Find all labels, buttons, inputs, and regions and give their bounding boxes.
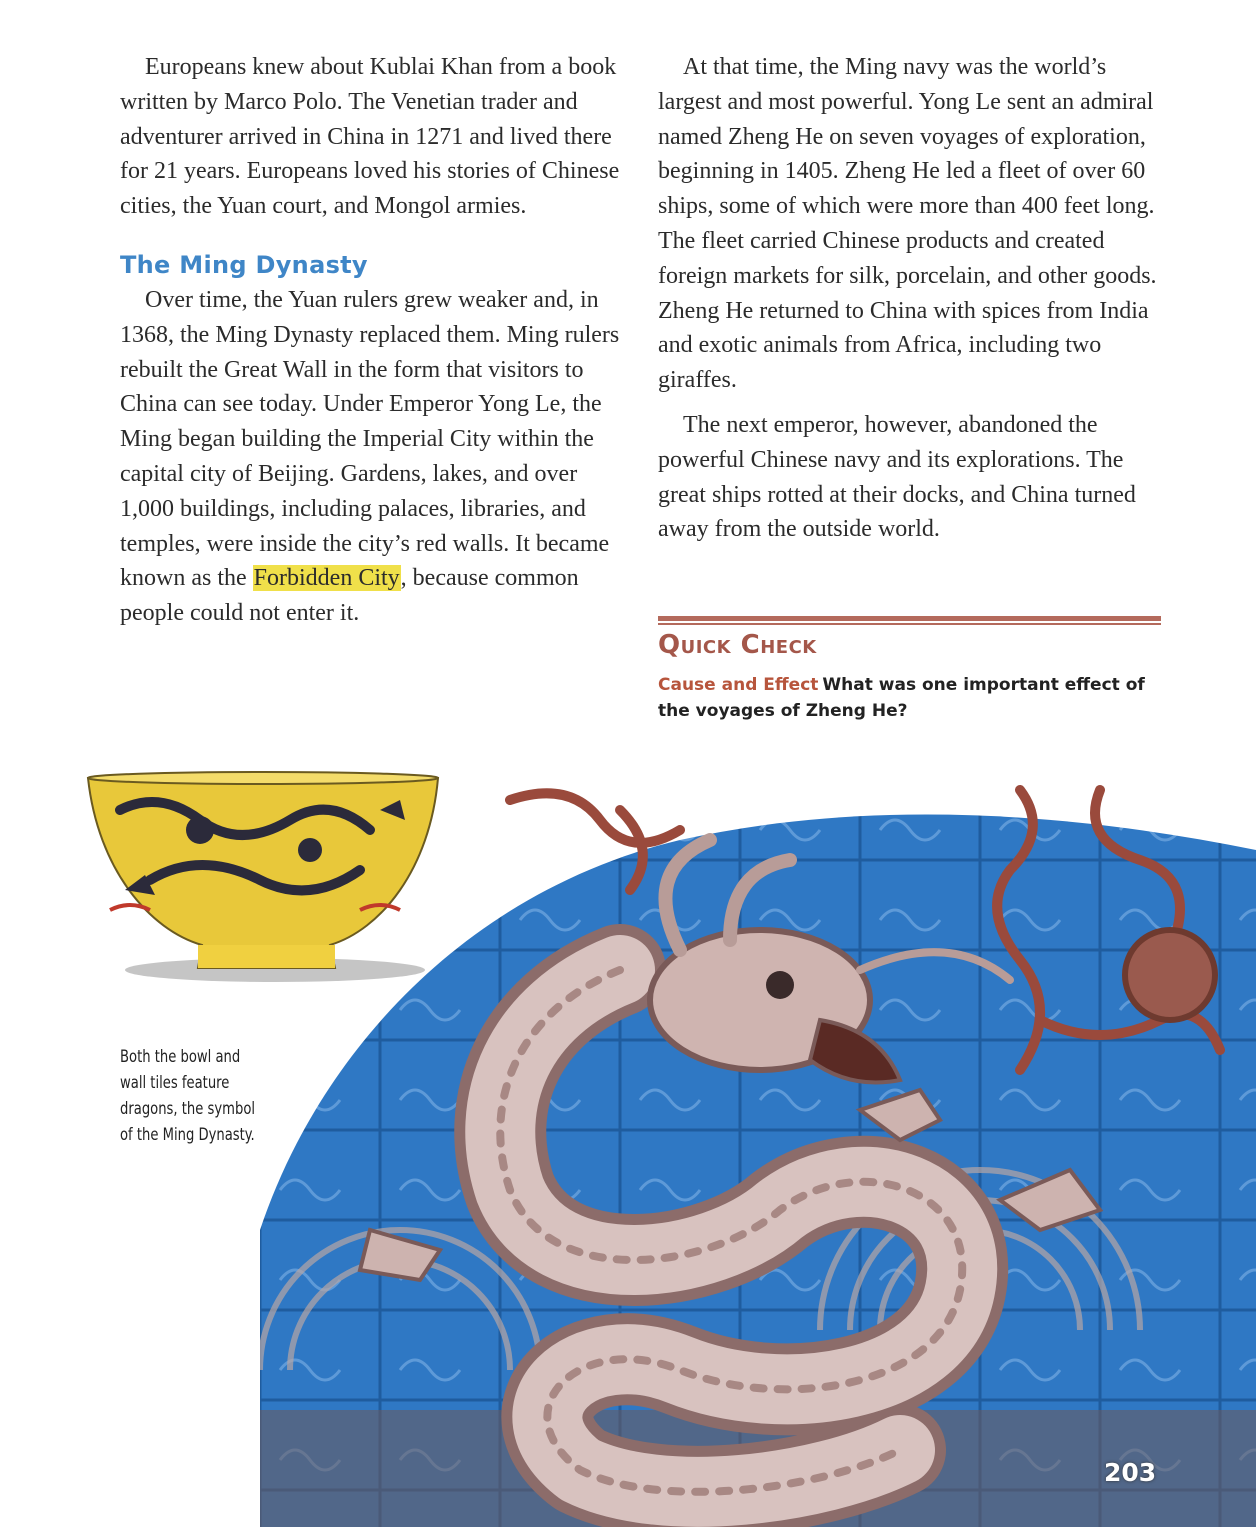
right-column: [658, 50, 1158, 547]
quick-check-rule-thin: [658, 623, 1161, 625]
quick-check-label: Cause and Effect: [658, 675, 819, 695]
quick-check-title: Quick Check: [658, 630, 817, 660]
left-column: [120, 50, 620, 631]
section-heading: The Ming Dynasty: [120, 250, 368, 279]
paragraph-ming-dynasty: [120, 283, 620, 631]
paragraph-text-start: Over time, the Yuan rulers grew weaker and, in 1368, the Ming Dynasty replaced them. Ming rulers rebuilt the Great Wall in the form that visitors to China can see today. Under Emperor Yong Le, the Ming began building the Imperial City within the capital city of Beijing. Gardens, lakes, and over 1,000 buildings, including palaces, libraries, and temples, were inside the city’s red walls. It became known as the: [120, 286, 620, 592]
paragraph-text-end: , because common people could not enter it.: [120, 565, 579, 627]
paragraph-next-emperor: The next emperor, however, abandoned the powerful Chinese navy and its explorations. The great ships rotted at their docks, and China turned away from the outside world.: [658, 411, 1136, 543]
dragon-bowl-image: [80, 770, 450, 990]
paragraph-marco-polo: Europeans knew about Kublai Khan from a book written by Marco Polo. The Venetian trader and adventurer arrived in China in 1271 and lived there for 21 years. Europeans loved his stories of Chinese cities, the Yuan court, and Mongol armies.: [120, 54, 620, 220]
quick-check-question: [658, 672, 1158, 724]
paragraph-ming-navy: At that time, the Ming navy was the world’s largest and most powerful. Yong Le sent an admiral named Zheng He on seven voyages of exploration, beginning in 1405. Zheng He led a fleet of over 60 ships, some of which were more than 400 feet long. The fleet carried Chinese products and created foreign markets for silk, porcelain, and other goods. Zheng He returned to China with spices from India and exotic animals from Africa, including two giraffes.: [658, 54, 1157, 394]
page-number: 203: [1104, 1458, 1157, 1487]
quick-check-rule: [658, 616, 1161, 621]
figure-caption: Both the bowl and wall tiles feature dragons, the symbol of the Ming Dynasty.: [120, 1047, 256, 1145]
vocabulary-term-forbidden-city[interactable]: Forbidden City: [253, 565, 400, 592]
quick-check-question-text: What was one important effect of the voyages of Zheng He?: [658, 675, 1145, 721]
